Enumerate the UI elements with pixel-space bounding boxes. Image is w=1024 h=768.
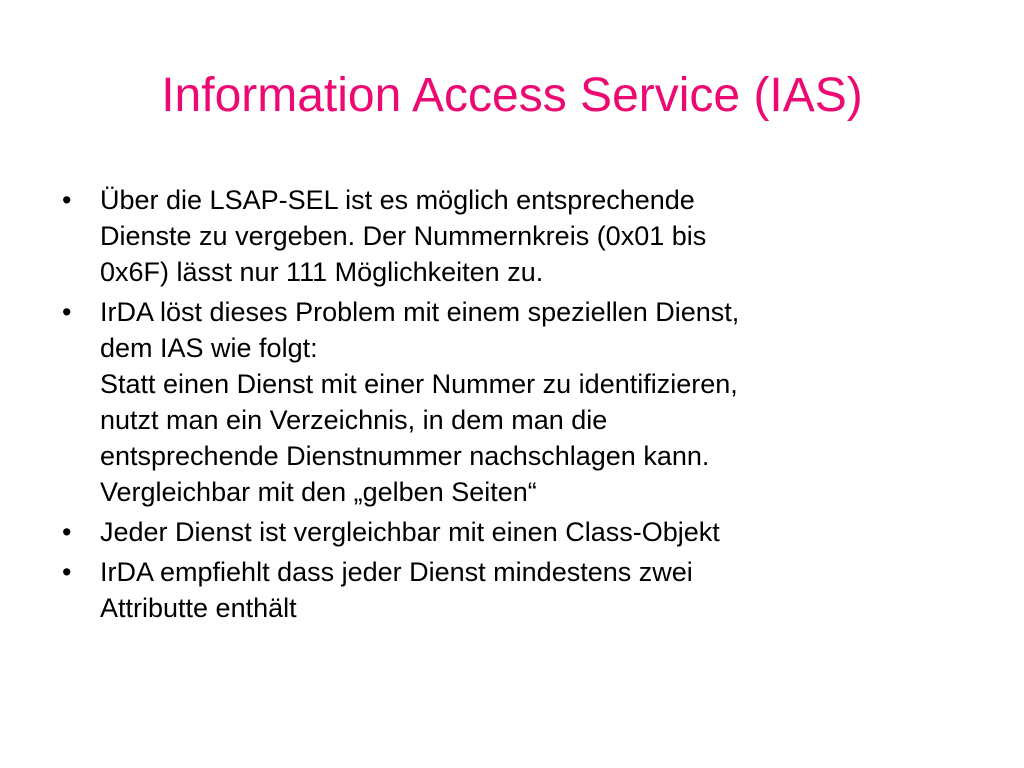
bullet-text-line: Statt einen Dienst mit einer Nummer zu identifizieren, [100,369,738,399]
bullet-item [62,182,942,290]
bullet-item [62,554,942,626]
bullet-list [62,182,942,630]
bullet-icon: • [62,517,72,547]
bullet-text-line: Über die LSAP-SEL ist es möglich entsprechende [100,185,695,215]
bullet-text-line: 0x6F) lässt nur 111 Möglichkeiten zu. [100,257,544,287]
bullet-text-line: Attributte enthält [100,593,297,623]
bullet-icon: • [62,297,72,327]
bullet-text-line: entsprechende Dienstnummer nachschlagen kann. [100,441,710,471]
bullet-item [62,294,942,510]
bullet-text-line: IrDA empfiehlt dass jeder Dienst mindestens zwei [100,557,693,587]
bullet-icon: • [62,557,72,587]
bullet-text-line: Jeder Dienst ist vergleichbar mit einen Class-Objekt [100,517,720,547]
bullet-text-line: IrDA löst dieses Problem mit einem speziellen Dienst, [100,297,740,327]
bullet-text-line: nutzt man ein Verzeichnis, in dem man die [100,405,608,435]
slide-title: Information Access Service (IAS) [161,69,863,122]
bullet-item [62,514,942,550]
bullet-icon: • [62,185,72,215]
bullet-text-line: Dienste zu vergeben. Der Nummernkreis (0x01 bis [100,221,707,251]
bullet-text-line: dem IAS wie folgt: [100,333,318,363]
bullet-text-line: Vergleichbar mit den „gelben Seiten“ [100,477,537,507]
